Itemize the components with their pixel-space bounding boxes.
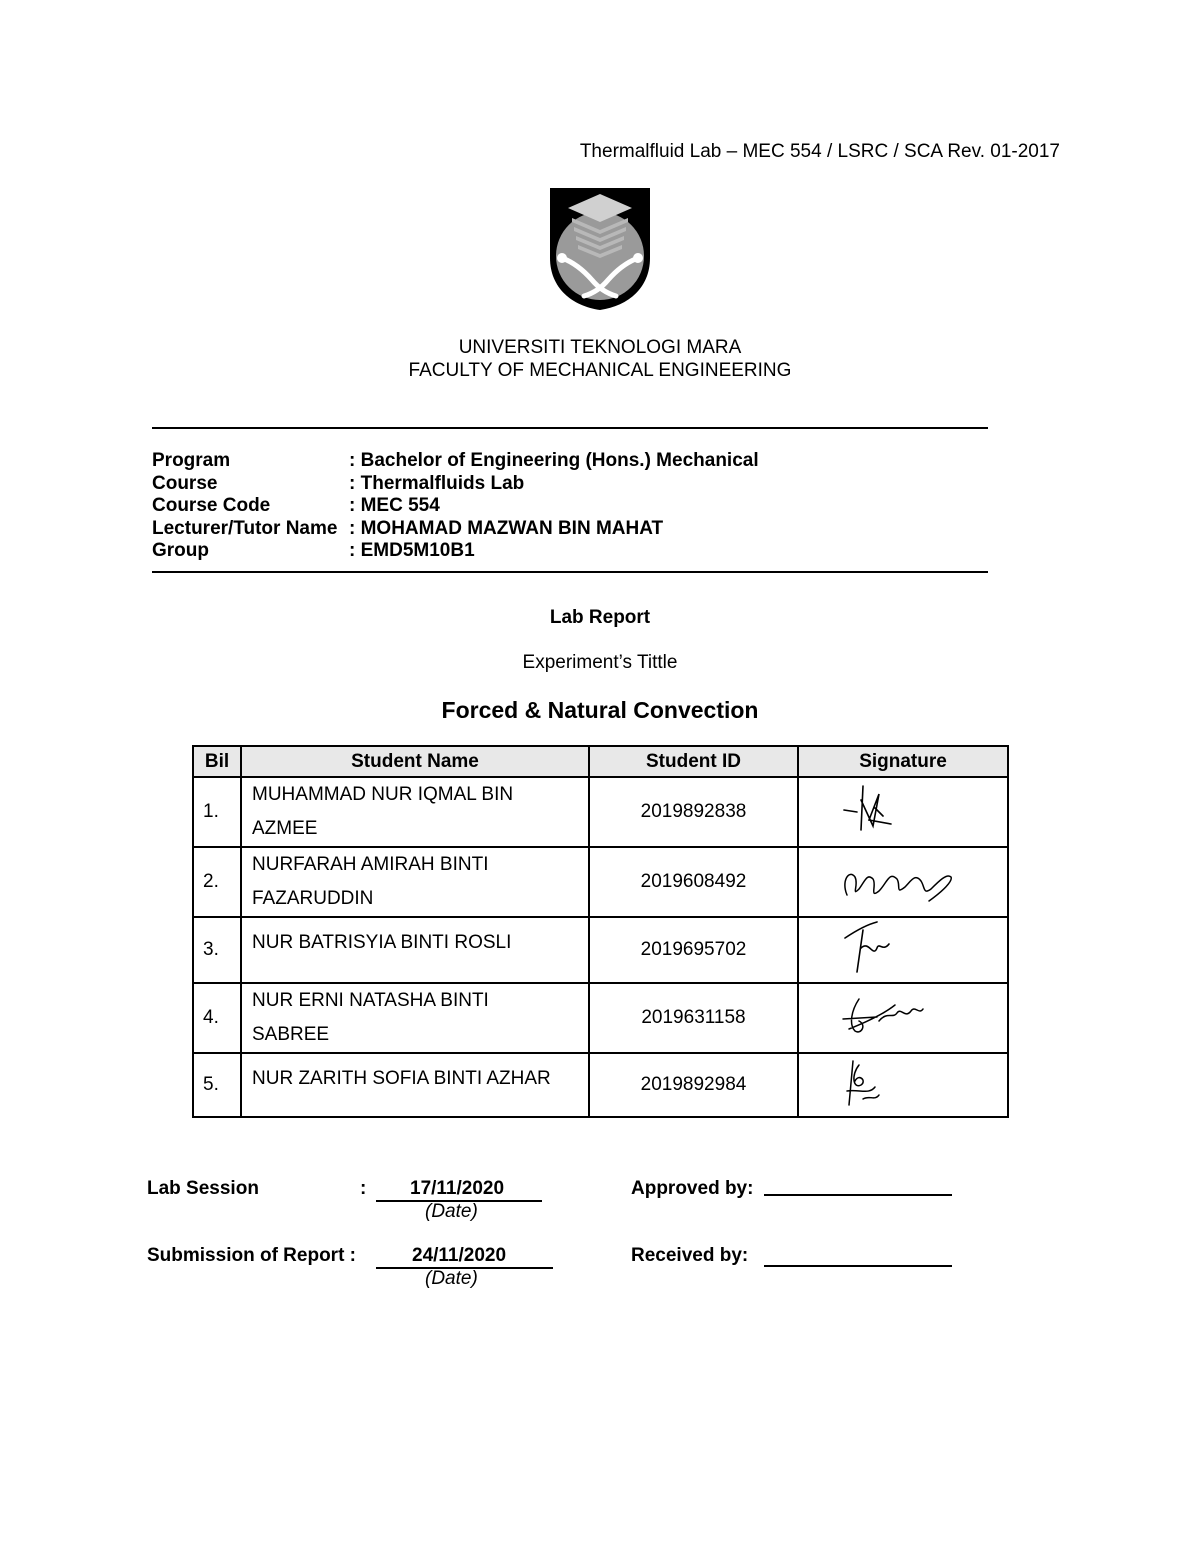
signature-3 — [839, 918, 899, 976]
experiment-title: Forced & Natural Convection — [441, 697, 759, 723]
student-name-line: NUR BATRISYIA BINTI ROSLI — [252, 932, 512, 953]
student-id: 2019892984 — [589, 1053, 798, 1117]
university-name: UNIVERSITI TEKNOLOGI MARA — [458, 337, 742, 358]
table-row — [193, 1053, 1008, 1117]
experiment-title-label: Experiment’s Tittle — [522, 652, 678, 673]
faculty-name: FACULTY OF MECHANICAL ENGINEERING — [408, 360, 792, 381]
info-value: : EMD5M10B1 — [349, 540, 475, 561]
approved-by-label: Approved by: — [631, 1178, 754, 1199]
signature-cell — [798, 1053, 1008, 1117]
student-name — [241, 917, 589, 983]
info-label: Course — [152, 472, 218, 494]
column-header-signature: Signature — [798, 746, 1008, 777]
student-name-line: NURFARAH AMIRAH BINTI — [252, 854, 489, 875]
info-row-course — [152, 473, 759, 496]
column-header-student-id: Student ID — [589, 746, 798, 777]
signature-cell — [798, 917, 1008, 983]
info-row-lecturer — [152, 518, 759, 541]
student-id: 2019608492 — [589, 847, 798, 917]
submission-date: 24/11/2020 — [376, 1245, 553, 1269]
signature-cell — [798, 983, 1008, 1053]
lab-session-date: 17/11/2020 — [376, 1178, 542, 1202]
info-label: Group — [152, 540, 209, 561]
info-value: : MEC 554 — [349, 495, 440, 516]
submission-label: Submission of Report : — [147, 1245, 356, 1266]
row-number: 3. — [193, 917, 241, 983]
table-row — [193, 983, 1008, 1053]
student-name-line: AZMEE — [252, 818, 318, 839]
student-name — [241, 777, 589, 847]
table-row — [193, 847, 1008, 917]
received-by-line — [764, 1265, 952, 1267]
report-type: Lab Report — [549, 607, 651, 628]
student-name — [241, 983, 589, 1053]
info-label: Course Code — [152, 495, 271, 516]
divider-top — [152, 427, 988, 429]
student-id: 2019892838 — [589, 777, 798, 847]
student-name-line: FAZARUDDIN — [252, 888, 374, 909]
table-row — [193, 917, 1008, 983]
student-name-line: MUHAMMAD NUR IQMAL BIN — [252, 784, 514, 805]
student-name-line: SABREE — [252, 1024, 330, 1045]
row-number: 4. — [193, 983, 241, 1053]
student-name — [241, 847, 589, 917]
info-value: : MOHAMAD MAZWAN BIN MAHAT — [349, 517, 664, 539]
student-table — [192, 745, 1009, 1118]
row-number: 2. — [193, 847, 241, 917]
signature-2 — [839, 851, 959, 907]
signature-cell — [798, 777, 1008, 847]
uitm-crest-icon — [548, 188, 652, 310]
student-id: 2019695702 — [589, 917, 798, 983]
approved-by-line — [764, 1194, 952, 1196]
info-row-group — [152, 540, 759, 563]
table-row — [193, 777, 1008, 847]
info-label: Program — [152, 450, 231, 471]
info-value: : Thermalfluids Lab — [349, 472, 525, 494]
signature-5 — [839, 1055, 889, 1109]
info-label: Lecturer/Tutor Name — [152, 517, 338, 539]
student-name-line: NUR ERNI NATASHA BINTI — [252, 990, 489, 1011]
received-by-label: Received by: — [631, 1245, 749, 1266]
signature-cell — [798, 847, 1008, 917]
column-header-student-name: Student Name — [241, 746, 589, 777]
info-value: : Bachelor of Engineering (Hons.) Mechanical — [349, 450, 759, 471]
row-number: 1. — [193, 777, 241, 847]
signature-1 — [839, 780, 899, 838]
course-info — [152, 450, 759, 563]
student-name-line: NUR ZARITH SOFIA BINTI AZHAR — [252, 1068, 551, 1089]
student-name — [241, 1053, 589, 1117]
info-row-program — [152, 450, 759, 473]
document-reference: Thermalfluid Lab – MEC 554 / LSRC / SCA Rev. 01-2017 — [579, 141, 1060, 162]
info-row-course-code — [152, 495, 759, 518]
date-note: (Date) — [425, 1268, 478, 1289]
row-number: 5. — [193, 1053, 241, 1117]
divider-bottom — [152, 571, 988, 573]
table-header-row — [193, 746, 1008, 777]
date-note: (Date) — [425, 1201, 478, 1222]
student-id: 2019631158 — [589, 983, 798, 1053]
signature-4 — [839, 991, 929, 1039]
lab-session-label: Lab Session — [147, 1178, 259, 1199]
lab-session-date-field — [376, 1178, 542, 1202]
submission-date-field — [376, 1245, 553, 1269]
lab-session-colon: : — [360, 1178, 367, 1199]
column-header-bil: Bil — [193, 746, 241, 777]
